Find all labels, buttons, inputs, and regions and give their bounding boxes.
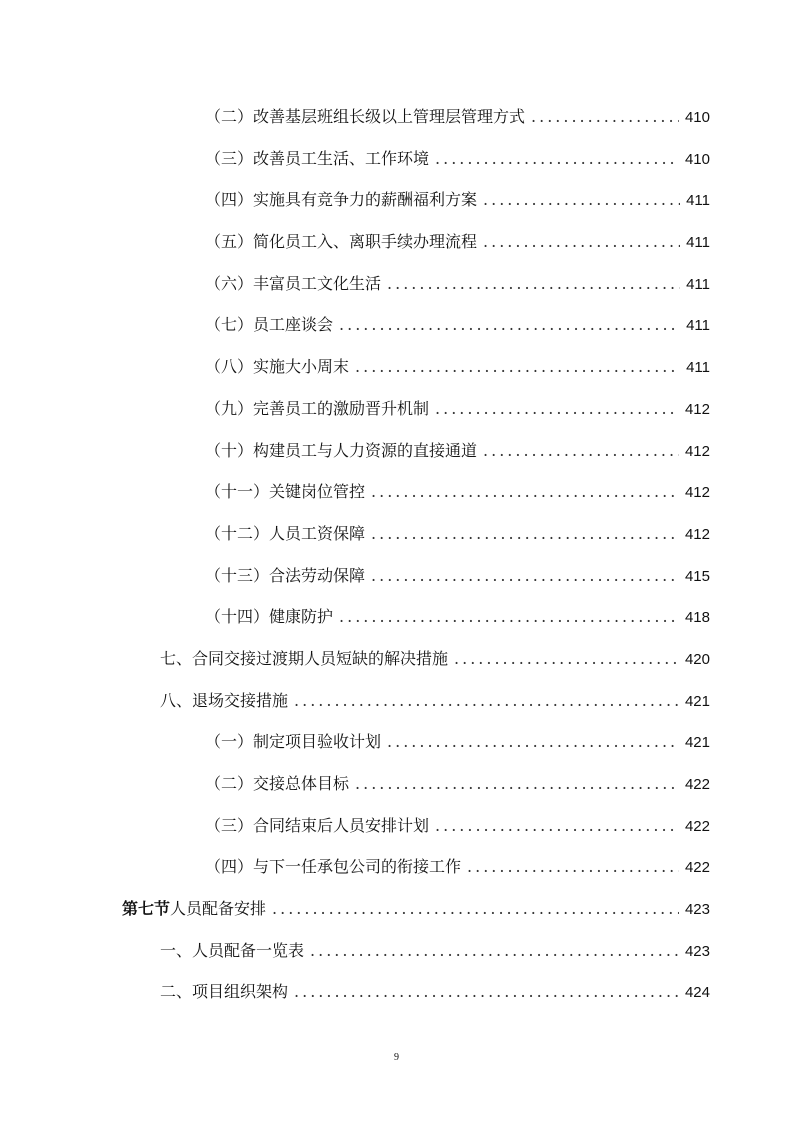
- toc-entry-number: （二）: [205, 107, 254, 126]
- toc-dot-leader: [435, 805, 679, 847]
- toc-entry-page: 410: [684, 150, 710, 168]
- toc-entry[interactable]: [0, 930, 793, 972]
- toc-entry[interactable]: [0, 179, 793, 221]
- toc-entry-page: 412: [684, 484, 710, 502]
- toc-entry-page: 423: [684, 942, 710, 960]
- toc-entry-number: （九）: [205, 398, 254, 418]
- toc-entry-number: （一）: [205, 732, 254, 752]
- toc-entry-number: （七）: [205, 315, 254, 335]
- toc-entry-title: 关键岗位管控: [269, 482, 366, 502]
- toc-entry-title: 合同交接过渡期人员短缺的解决措施: [192, 648, 449, 668]
- toc-entry-number: （三）: [205, 815, 254, 835]
- toc-dot-leader: [435, 388, 679, 430]
- toc-entry-page: 412: [684, 442, 710, 460]
- toc-dot-leader: [483, 179, 680, 221]
- toc-dot-leader: [483, 430, 679, 472]
- toc-entry-number: 七、: [160, 648, 193, 668]
- toc-entry-page: 412: [684, 525, 710, 543]
- table-of-contents: [0, 96, 793, 1013]
- toc-dot-leader: [387, 721, 679, 763]
- toc-entry-title: 实施大小周末: [253, 357, 350, 377]
- toc-entry[interactable]: [0, 513, 793, 555]
- toc-entry-page: 423: [684, 901, 710, 919]
- toc-entry[interactable]: [0, 221, 793, 263]
- toc-entry-title: 交接总体目标: [253, 774, 350, 793]
- toc-entry-title: 完善员工的激励晋升机制: [253, 398, 430, 418]
- toc-dot-leader: [387, 263, 680, 305]
- toc-entry-number: （十二）: [205, 523, 270, 543]
- toc-entry-number: （二）: [205, 774, 254, 793]
- toc-entry-number: （六）: [205, 273, 254, 293]
- toc-entry-title: 改善员工生活、工作环境: [253, 148, 430, 168]
- toc-entry[interactable]: [0, 721, 793, 763]
- toc-entry-number: （五）: [205, 232, 254, 252]
- toc-entry-number: 八、: [160, 690, 193, 710]
- toc-entry[interactable]: [0, 263, 793, 305]
- toc-entry-title: 改善基层班组长级以上管理层管理方式: [253, 107, 526, 126]
- toc-entry[interactable]: [0, 971, 793, 1013]
- toc-entry-page: 422: [684, 776, 710, 793]
- toc-entry[interactable]: [0, 763, 793, 805]
- toc-entry-title: 人员工资保障: [269, 523, 366, 543]
- toc-entry-title: 员工座谈会: [253, 315, 334, 335]
- toc-entry[interactable]: [0, 846, 793, 888]
- toc-entry-title: 人员配备一览表: [192, 940, 305, 960]
- toc-entry-page: 418: [684, 609, 710, 627]
- toc-entry-number: 二、: [160, 982, 193, 1002]
- toc-entry[interactable]: [0, 638, 793, 680]
- toc-dot-leader: [371, 555, 679, 597]
- toc-dot-leader: [339, 304, 680, 346]
- toc-dot-leader: [355, 346, 680, 388]
- toc-entry[interactable]: [0, 805, 793, 847]
- toc-dot-leader: [371, 513, 679, 555]
- toc-dot-leader: [467, 846, 679, 888]
- toc-entry-page: 424: [684, 984, 710, 1002]
- toc-entry-title: 制定项目验收计划: [253, 732, 382, 752]
- toc-entry-page: 410: [684, 109, 710, 126]
- toc-entry-title: 健康防护: [269, 607, 334, 627]
- toc-dot-leader: [310, 930, 679, 972]
- toc-dot-leader: [339, 596, 679, 638]
- toc-dot-leader: [294, 971, 679, 1013]
- toc-entry-number: （八）: [205, 357, 254, 377]
- toc-dot-leader: [371, 471, 679, 513]
- toc-entry-number: （十一）: [205, 482, 270, 502]
- toc-dot-leader: [272, 888, 679, 930]
- toc-entry-number: （三）: [205, 148, 254, 168]
- toc-entry[interactable]: [0, 471, 793, 513]
- toc-entry-number: （十）: [205, 440, 254, 460]
- toc-entry[interactable]: [0, 138, 793, 180]
- toc-entry-page: 421: [684, 734, 710, 752]
- toc-entry[interactable]: [0, 555, 793, 597]
- toc-entry[interactable]: [0, 430, 793, 472]
- toc-entry-title: 丰富员工文化生活: [253, 273, 382, 293]
- toc-entry-page: 421: [684, 692, 710, 710]
- toc-entry-title: 人员配备安排: [170, 899, 267, 919]
- toc-entry-number: （四）: [205, 857, 254, 877]
- toc-entry-title: 实施具有竞争力的薪酬福利方案: [253, 190, 478, 210]
- toc-entry[interactable]: [0, 304, 793, 346]
- toc-entry-page: 411: [686, 359, 710, 377]
- toc-entry-page: 422: [684, 817, 710, 835]
- toc-dot-leader: [294, 680, 679, 722]
- toc-entry-title: 项目组织架构: [192, 982, 289, 1002]
- page-number: 9: [394, 1052, 399, 1063]
- toc-entry-page: 411: [686, 275, 710, 293]
- toc-entry-page: 422: [684, 859, 710, 877]
- toc-entry-page: 412: [684, 400, 710, 418]
- toc-dot-leader: [355, 763, 679, 805]
- toc-entry-page: 411: [686, 192, 710, 210]
- toc-entry[interactable]: [0, 596, 793, 638]
- toc-dot-leader: [435, 138, 679, 180]
- toc-entry-number: 一、: [160, 940, 193, 960]
- toc-entry-title: 构建员工与人力资源的直接通道: [253, 440, 478, 460]
- toc-entry-title: 合法劳动保障: [269, 565, 366, 585]
- toc-entry-title: 退场交接措施: [192, 690, 289, 710]
- toc-entry-title: 合同结束后人员安排计划: [253, 815, 430, 835]
- toc-entry-number: （十三）: [205, 565, 270, 585]
- toc-entry-number: （十四）: [205, 607, 270, 627]
- toc-dot-leader: [483, 221, 680, 263]
- toc-dot-leader: [454, 638, 679, 680]
- toc-entry[interactable]: [0, 346, 793, 388]
- toc-entry-number: 第七节: [122, 899, 171, 919]
- toc-entry-page: 420: [684, 650, 710, 668]
- toc-entry[interactable]: [0, 388, 793, 430]
- toc-entry-page: 411: [686, 317, 710, 335]
- toc-entry[interactable]: [0, 888, 793, 930]
- toc-entry[interactable]: [0, 96, 793, 138]
- toc-entry-number: （四）: [205, 190, 254, 210]
- toc-entry-page: 415: [684, 567, 710, 585]
- toc-entry-page: 411: [686, 234, 710, 252]
- toc-entry-title: 简化员工入、离职手续办理流程: [253, 232, 478, 252]
- toc-entry-title: 与下一任承包公司的衔接工作: [253, 857, 462, 877]
- toc-entry[interactable]: [0, 680, 793, 722]
- toc-dot-leader: [531, 96, 679, 138]
